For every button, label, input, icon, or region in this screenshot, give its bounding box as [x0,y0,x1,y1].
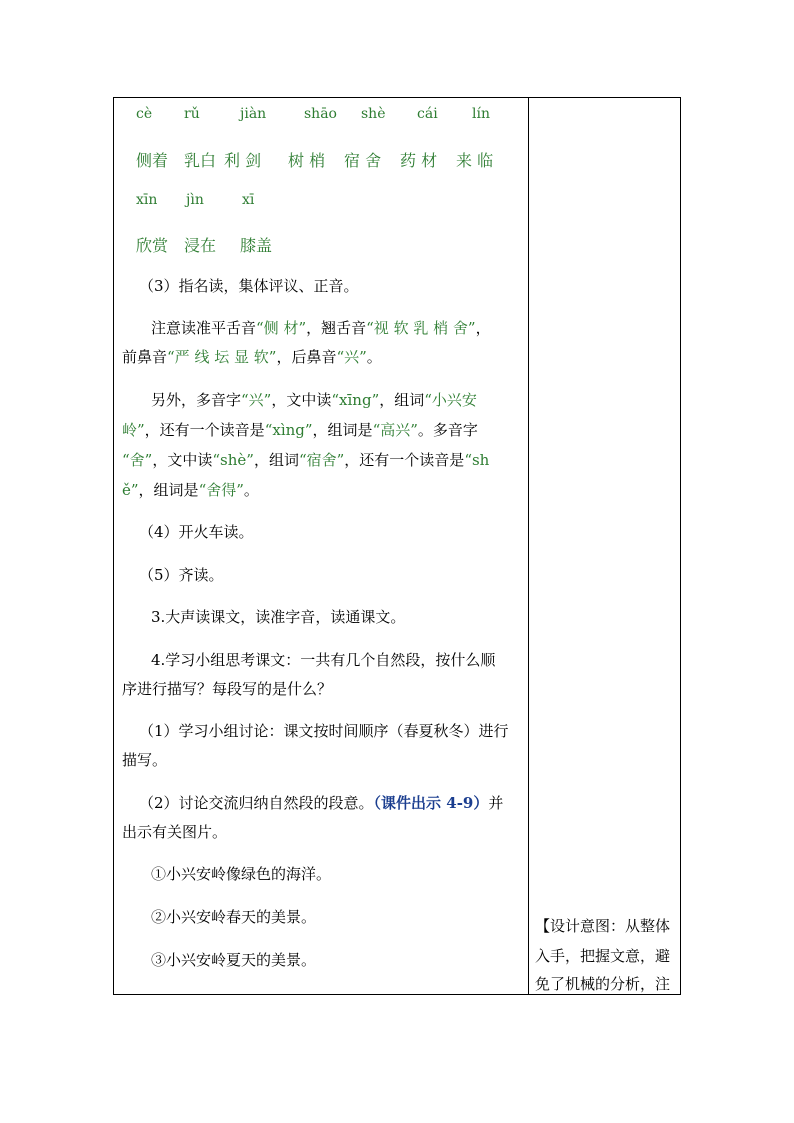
poly-line-3 [122,450,489,470]
text: ， [475,319,491,337]
poly-line-2 [122,420,478,440]
text: “宿舍” [298,451,345,469]
text: ，组词 [379,391,425,409]
question-2-line-1 [139,793,503,813]
text: “sh [464,451,490,469]
text: “视 软 乳 梢 舍” [366,319,476,337]
text: “侧 材” [256,319,307,337]
text: “shè” [212,451,254,469]
vocab-word: 侧着 [136,151,169,170]
vocab-word: 欣赏 [136,236,169,255]
vocab-word: 树 梢 [288,151,326,170]
text: 。多音字 [417,421,478,439]
text: ，后鼻音 [276,348,337,366]
text: “兴” [241,391,272,409]
pinyin: xīn [136,192,158,208]
text: “高兴” [372,421,418,439]
design-intent-line-3: 免了机械的分析，注 [535,975,671,993]
text: 。 [366,348,382,366]
text: 岭” [122,421,145,439]
section-4-line-1: 4.学习小组思考课文：一共有几个自然段，按什么顺 [151,651,496,669]
section-3: 3.大声读课文，读准字音，读通课文。 [151,608,406,626]
vocab-word: 利 剑 [224,151,262,170]
text: ，还有一个读音是 [144,421,265,439]
pinyin: cái [417,106,438,122]
text: “xìng” [264,421,313,439]
note-line-1 [151,318,491,338]
lesson-table [113,97,681,995]
text: ，文中读 [152,451,213,469]
step-5-read: （5）齐读。 [139,566,224,584]
poly-line-1 [151,390,477,410]
list-item-1: ①小兴安岭像绿色的海洋。 [151,865,332,883]
list-item-3: ③小兴安岭夏天的美景。 [151,951,317,969]
pinyin: shè [361,106,386,122]
vocab-word: 宿 舍 [344,151,382,170]
pinyin: rǔ [184,106,200,122]
text: 另外，多音字 [151,391,242,409]
text: ，组词是 [138,481,199,499]
vocab-word: 来 临 [456,151,494,170]
pinyin: xī [242,192,255,208]
section-4-line-2: 序进行描写？每段写的是什么？ [122,680,333,698]
text: （2）讨论交流归纳自然段的段意。 [139,794,374,812]
text: 。 [243,481,259,499]
vocab-word: 药 材 [400,151,438,170]
vocab-word: 乳白 [184,151,217,170]
lesson-content-cell [114,98,528,994]
text: “舍” [122,451,153,469]
text: “小兴安 [424,391,477,409]
text: “xīng” [331,391,380,409]
pinyin: shāo [304,106,337,122]
vocab-word: 膝盖 [240,236,273,255]
question-1-line-1: （1）学习小组讨论：课文按时间顺序（春夏秋冬）进行 [139,722,509,740]
text: “舍得” [198,481,244,499]
question-1-line-2: 描写。 [122,751,168,769]
text: 前鼻音 [122,348,168,366]
question-2-line-2: 出示有关图片。 [122,823,228,841]
text: “严 线 坛 显 软” [167,348,277,366]
pinyin: lín [472,106,490,122]
pinyin: jìn [186,192,204,208]
step-4-read: （4）开火车读。 [139,523,254,541]
text: ，组词是 [312,421,373,439]
courseware-reference: （课件出示 4-9） [373,794,489,812]
design-intent-line-1: 【设计意图：从整体 [535,917,671,935]
text: ，翘舌音 [306,319,367,337]
text: 并 [488,794,504,812]
text: “兴” [336,348,367,366]
design-intent-line-2: 入手，把握文意，避 [535,947,671,965]
text: ，文中读 [271,391,332,409]
pinyin: cè [136,106,153,122]
note-line-2 [122,347,382,367]
list-item-2: ②小兴安岭春天的美景。 [151,908,317,926]
pinyin: jiàn [240,106,267,122]
design-intent-cell [529,98,680,994]
step-3-read: （3）指名读，集体评议、正音。 [139,277,359,295]
text: ，还有一个读音是 [344,451,465,469]
text: 注意读准平舌音 [151,319,257,337]
text: ě” [122,481,139,499]
vocab-word: 浸在 [184,236,217,255]
poly-line-4 [122,480,259,500]
text: ，组词 [253,451,299,469]
